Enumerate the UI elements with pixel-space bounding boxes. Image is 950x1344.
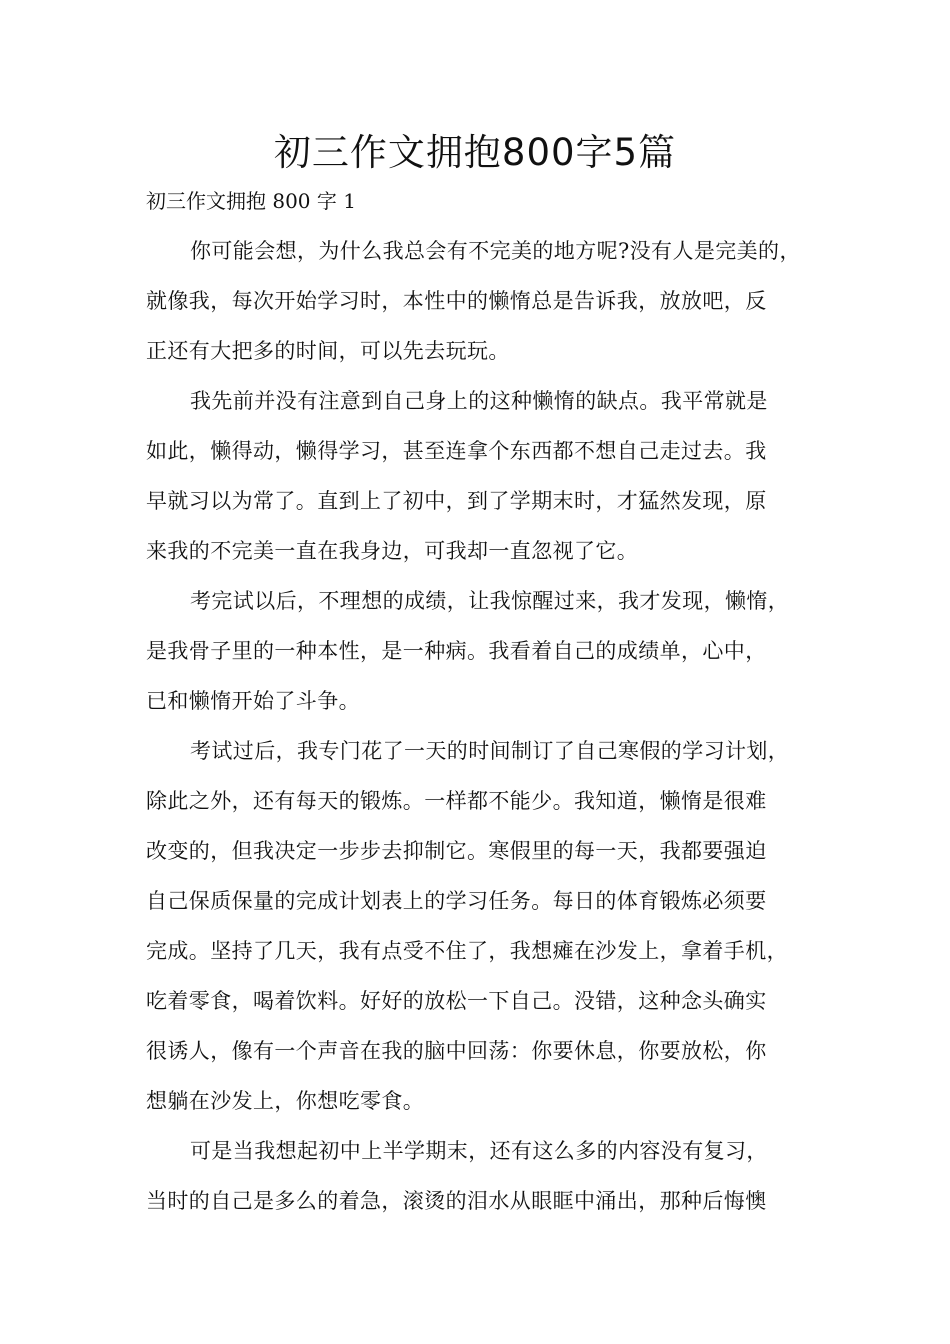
text-line: 已和懒惰开始了斗争。 — [146, 689, 360, 713]
text-line: 自己保质保量的完成计划表上的学习任务。每日的体育锻炼必须要 — [146, 889, 767, 913]
text-line: 吃着零食，喝着饮料。好好的放松一下自己。没错，这种念头确实 — [146, 989, 767, 1013]
text-line: 当时的自己是多么的着急，滚烫的泪水从眼眶中涌出，那种后悔懊 — [146, 1189, 767, 1213]
text-line: 你可能会想，为什么我总会有不完美的地方呢?没有人是完美的， — [190, 239, 801, 263]
text-line: 早就习以为常了。直到上了初中，到了学期末时，才猛然发现，原 — [146, 489, 767, 513]
text-line: 来我的不完美一直在我身边，可我却一直忽视了它。 — [146, 539, 639, 563]
text-line: 想躺在沙发上，你想吃零食。 — [146, 1089, 425, 1113]
essay-heading: 初三作文拥抱 800 字 1 — [146, 189, 356, 213]
paragraph — [146, 586, 826, 736]
text-line: 如此，懒得动，懒得学习，甚至连拿个东西都不想自己走过去。我 — [146, 439, 767, 463]
essay-body — [146, 236, 826, 1236]
text-line: 考完试以后，不理想的成绩，让我惊醒过来，我才发现，懒惰， — [190, 589, 790, 613]
paragraph — [146, 1136, 826, 1236]
text-line: 就像我，每次开始学习时，本性中的懒惰总是告诉我，放放吧，反 — [146, 289, 767, 313]
document-title: 初三作文拥抱800字5篇 — [273, 131, 677, 174]
text-line: 改变的，但我决定一步步去抑制它。寒假里的每一天，我都要强迫 — [146, 839, 767, 863]
text-line: 除此之外，还有每天的锻炼。一样都不能少。我知道，懒惰是很难 — [146, 789, 767, 813]
text-line: 可是当我想起初中上半学期末，还有这么多的内容没有复习， — [190, 1139, 768, 1163]
text-line: 我先前并没有注意到自己身上的这种懒惰的缺点。我平常就是 — [190, 389, 768, 413]
text-line: 很诱人，像有一个声音在我的脑中回荡：你要休息，你要放松，你 — [146, 1039, 767, 1063]
paragraph — [146, 386, 826, 586]
text-line: 正还有大把多的时间，可以先去玩玩。 — [146, 339, 510, 363]
paragraph — [146, 236, 826, 386]
text-line: 考试过后，我专门花了一天的时间制订了自己寒假的学习计划， — [190, 739, 790, 763]
text-line: 完成。坚持了几天，我有点受不住了，我想瘫在沙发上，拿着手机， — [146, 939, 788, 963]
text-line: 是我骨子里的一种本性，是一种病。我看着自己的成绩单，心中， — [146, 639, 767, 663]
paragraph — [146, 736, 826, 1136]
